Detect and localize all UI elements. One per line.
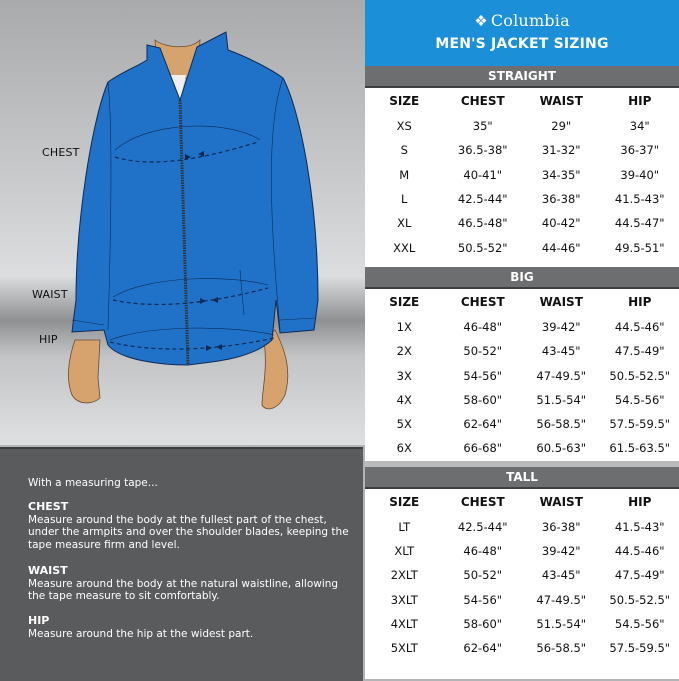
table-row bbox=[365, 363, 679, 387]
table-row bbox=[365, 388, 679, 412]
cell-chest: 42.5-44" bbox=[444, 187, 523, 211]
instruction-title: HIP bbox=[28, 615, 358, 628]
table-row bbox=[365, 163, 679, 187]
cell-size: 4XLT bbox=[365, 612, 444, 636]
cell-hip: 41.5-43" bbox=[601, 515, 679, 539]
cell-chest: 46.5-48" bbox=[444, 211, 523, 235]
tall-size-table bbox=[365, 489, 679, 661]
cell-size: M bbox=[365, 163, 444, 187]
cell-hip: 44.5-46" bbox=[601, 315, 679, 339]
cell-chest: 66-68" bbox=[444, 436, 523, 460]
col-chest: CHEST bbox=[444, 289, 523, 315]
cell-size: 5X bbox=[365, 412, 444, 436]
table-row bbox=[365, 412, 679, 436]
instruction-title: CHEST bbox=[28, 501, 358, 514]
cell-size: 2X bbox=[365, 339, 444, 363]
table-row bbox=[365, 339, 679, 363]
cell-chest: 46-48" bbox=[444, 539, 523, 563]
table-header-row bbox=[365, 88, 679, 114]
jacket-illustration-panel bbox=[0, 0, 365, 445]
cell-hip: 50.5-52.5" bbox=[601, 363, 679, 387]
cell-waist: 43-45" bbox=[522, 563, 601, 587]
size-chart-panel bbox=[365, 0, 679, 679]
table-row bbox=[365, 636, 679, 660]
cell-waist: 31-32" bbox=[522, 138, 601, 162]
cell-waist: 36-38" bbox=[522, 515, 601, 539]
instruction-hip bbox=[28, 615, 358, 640]
cell-size: 4X bbox=[365, 388, 444, 412]
instruction-chest bbox=[28, 501, 358, 551]
page-title: MEN'S JACKET SIZING bbox=[365, 36, 679, 52]
cell-waist: 56-58.5" bbox=[522, 412, 601, 436]
cell-waist: 36-38" bbox=[522, 187, 601, 211]
chest-label: CHEST bbox=[42, 146, 80, 159]
cell-size: 5XLT bbox=[365, 636, 444, 660]
table-row bbox=[365, 612, 679, 636]
instruction-waist bbox=[28, 565, 358, 603]
col-chest: CHEST bbox=[444, 88, 523, 114]
waist-label: WAIST bbox=[32, 288, 68, 301]
cell-size: XXL bbox=[365, 235, 444, 259]
col-size: SIZE bbox=[365, 88, 444, 114]
col-size: SIZE bbox=[365, 289, 444, 315]
brand-name: Columbia bbox=[491, 11, 570, 30]
cell-hip: 47.5-49" bbox=[601, 563, 679, 587]
table-row bbox=[365, 539, 679, 563]
col-waist: WAIST bbox=[522, 489, 601, 515]
table-row bbox=[365, 187, 679, 211]
cell-waist: 39-42" bbox=[522, 315, 601, 339]
table-row bbox=[365, 138, 679, 162]
measuring-instructions bbox=[0, 447, 363, 681]
cell-waist: 40-42" bbox=[522, 211, 601, 235]
cell-chest: 50-52" bbox=[444, 339, 523, 363]
cell-hip: 54.5-56" bbox=[601, 612, 679, 636]
cell-hip: 50.5-52.5" bbox=[601, 587, 679, 611]
cell-hip: 34" bbox=[601, 114, 679, 138]
cell-chest: 50.5-52" bbox=[444, 235, 523, 259]
table-row bbox=[365, 235, 679, 259]
col-waist: WAIST bbox=[522, 88, 601, 114]
cell-waist: 47-49.5" bbox=[522, 587, 601, 611]
table-header-row bbox=[365, 489, 679, 515]
cell-waist: 51.5-54" bbox=[522, 388, 601, 412]
cell-chest: 42.5-44" bbox=[444, 515, 523, 539]
hip-label: HIP bbox=[39, 333, 58, 346]
cell-chest: 50-52" bbox=[444, 563, 523, 587]
table-row bbox=[365, 436, 679, 460]
cell-chest: 62-64" bbox=[444, 636, 523, 660]
cell-size: 1X bbox=[365, 315, 444, 339]
cell-size: XS bbox=[365, 114, 444, 138]
section-straight-header: STRAIGHT bbox=[365, 66, 679, 88]
cell-waist: 51.5-54" bbox=[522, 612, 601, 636]
cell-size: S bbox=[365, 138, 444, 162]
cell-size: 3X bbox=[365, 363, 444, 387]
cell-size: LT bbox=[365, 515, 444, 539]
cell-chest: 54-56" bbox=[444, 363, 523, 387]
col-chest: CHEST bbox=[444, 489, 523, 515]
instruction-text: Measure around the body at the natural waistline, allowing the tape measure to sit comfortably. bbox=[28, 578, 358, 603]
cell-size: 6X bbox=[365, 436, 444, 460]
cell-waist: 44-46" bbox=[522, 235, 601, 259]
jacket-illustration-icon bbox=[0, 0, 365, 445]
cell-chest: 40-41" bbox=[444, 163, 523, 187]
cell-size: 3XLT bbox=[365, 587, 444, 611]
cell-hip: 57.5-59.5" bbox=[601, 412, 679, 436]
table-row bbox=[365, 563, 679, 587]
big-size-table bbox=[365, 289, 679, 461]
col-size: SIZE bbox=[365, 489, 444, 515]
cell-waist: 60.5-63" bbox=[522, 436, 601, 460]
section-tall-header: TALL bbox=[365, 467, 679, 489]
cell-chest: 46-48" bbox=[444, 315, 523, 339]
cell-chest: 58-60" bbox=[444, 388, 523, 412]
cell-hip: 39-40" bbox=[601, 163, 679, 187]
cell-waist: 29" bbox=[522, 114, 601, 138]
cell-waist: 43-45" bbox=[522, 339, 601, 363]
cell-chest: 58-60" bbox=[444, 612, 523, 636]
table-row bbox=[365, 515, 679, 539]
cell-chest: 54-56" bbox=[444, 587, 523, 611]
cell-size: XLT bbox=[365, 539, 444, 563]
instruction-title: WAIST bbox=[28, 565, 358, 578]
cell-hip: 54.5-56" bbox=[601, 388, 679, 412]
cell-waist: 56-58.5" bbox=[522, 636, 601, 660]
cell-hip: 36-37" bbox=[601, 138, 679, 162]
instruction-text: Measure around the body at the fullest part of the chest, under the armpits and over the shoulder blades, keeping the tape measure firm and level. bbox=[28, 514, 358, 552]
cell-waist: 34-35" bbox=[522, 163, 601, 187]
brand-logo bbox=[365, 0, 679, 30]
table-header-row bbox=[365, 289, 679, 315]
instruction-text: Measure around the hip at the widest part. bbox=[28, 628, 358, 641]
cell-hip: 61.5-63.5" bbox=[601, 436, 679, 460]
cell-hip: 49.5-51" bbox=[601, 235, 679, 259]
cell-hip: 41.5-43" bbox=[601, 187, 679, 211]
cell-size: XL bbox=[365, 211, 444, 235]
table-row bbox=[365, 587, 679, 611]
straight-size-table bbox=[365, 88, 679, 260]
col-hip: HIP bbox=[601, 489, 679, 515]
cell-hip: 57.5-59.5" bbox=[601, 636, 679, 660]
cell-hip: 44.5-47" bbox=[601, 211, 679, 235]
cell-size: L bbox=[365, 187, 444, 211]
table-row bbox=[365, 315, 679, 339]
table-row bbox=[365, 211, 679, 235]
section-big-header: BIG bbox=[365, 267, 679, 289]
cell-size: 2XLT bbox=[365, 563, 444, 587]
table-row bbox=[365, 114, 679, 138]
cell-chest: 35" bbox=[444, 114, 523, 138]
cell-chest: 36.5-38" bbox=[444, 138, 523, 162]
cell-hip: 47.5-49" bbox=[601, 339, 679, 363]
cell-waist: 47-49.5" bbox=[522, 363, 601, 387]
instructions-intro: With a measuring tape... bbox=[28, 477, 158, 489]
cell-waist: 39-42" bbox=[522, 539, 601, 563]
cell-hip: 44.5-46" bbox=[601, 539, 679, 563]
cell-chest: 62-64" bbox=[444, 412, 523, 436]
brand-header bbox=[365, 0, 679, 66]
col-hip: HIP bbox=[601, 88, 679, 114]
columbia-diamond-icon: ❖ bbox=[474, 12, 488, 30]
col-hip: HIP bbox=[601, 289, 679, 315]
col-waist: WAIST bbox=[522, 289, 601, 315]
